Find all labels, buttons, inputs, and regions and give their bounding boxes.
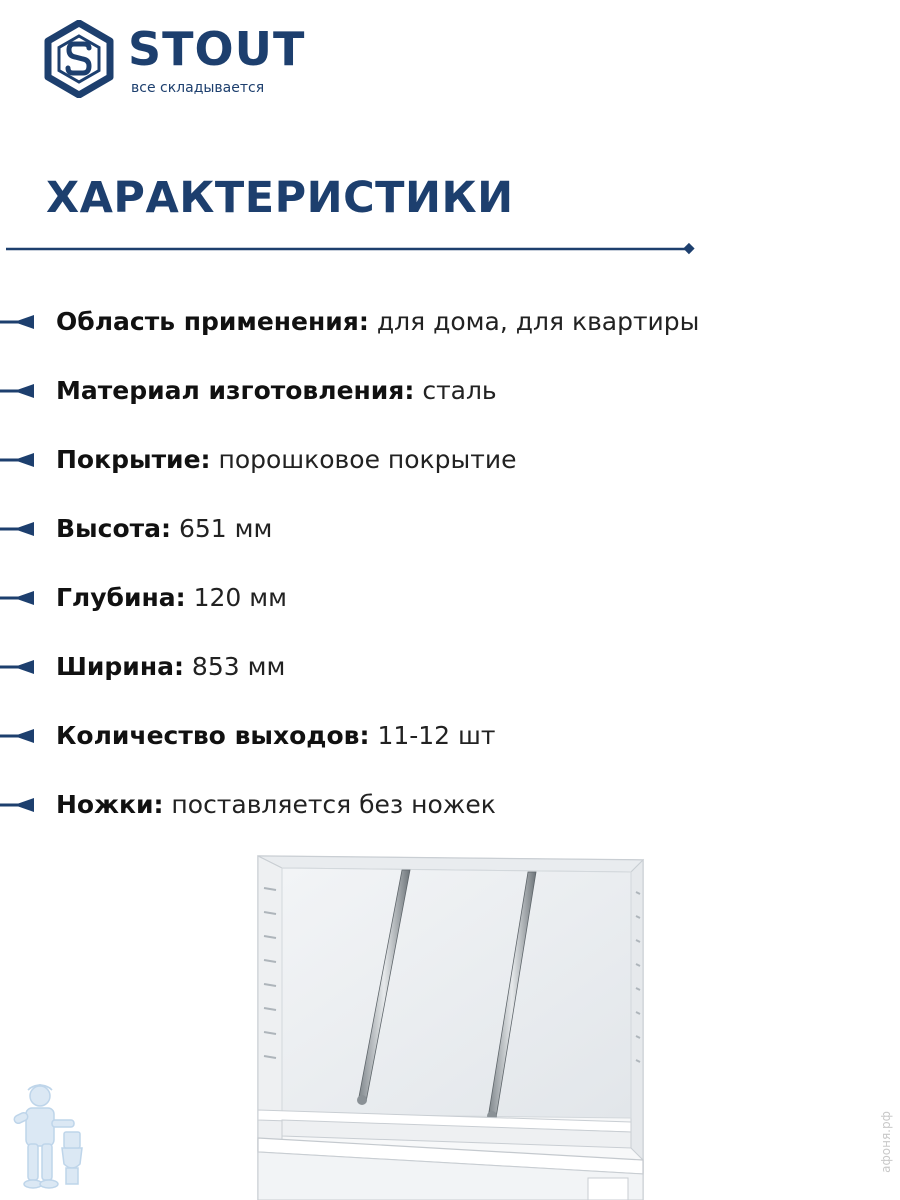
spec-item <box>0 434 900 503</box>
brand-name: STOUT <box>128 22 306 76</box>
spec-label: Материал изготовления: <box>56 376 415 405</box>
spec-item <box>0 641 900 710</box>
spec-label: Ширина: <box>56 652 184 681</box>
title-divider <box>6 241 700 257</box>
arrow-left-icon <box>0 519 38 539</box>
spec-label: Высота: <box>56 514 172 543</box>
spec-item <box>0 503 900 572</box>
spec-value: сталь <box>422 376 497 405</box>
spec-value: 120 мм <box>193 583 287 612</box>
spec-label: Область применения: <box>56 307 369 336</box>
arrow-left-icon <box>0 588 38 608</box>
arrow-left-icon <box>0 795 38 815</box>
arrow-left-icon <box>0 450 38 470</box>
spec-value: 853 мм <box>191 652 286 681</box>
spec-item <box>0 572 900 641</box>
arrow-left-icon <box>0 726 38 746</box>
spec-label: Глубина: <box>56 583 186 612</box>
spec-value: для дома, для квартиры <box>376 307 700 336</box>
spec-item <box>0 296 900 365</box>
arrow-left-icon <box>0 657 38 677</box>
watermark-text: афоня.рф <box>879 1111 893 1173</box>
spec-label: Количество выходов: <box>56 721 370 750</box>
page-title: ХАРАКТЕРИСТИКИ <box>46 173 514 223</box>
watermark <box>876 1090 896 1196</box>
brand-tagline: все складывается <box>131 80 265 96</box>
brand-logo <box>44 18 304 102</box>
arrow-left-icon <box>0 312 38 332</box>
spec-label: Покрытие: <box>56 445 211 474</box>
stout-s-hexagon-icon <box>44 20 114 98</box>
spec-value: 11-12 шт <box>377 721 496 750</box>
spec-value: 651 мм <box>178 514 273 543</box>
plumber-mascot-icon <box>6 1080 86 1192</box>
spec-item <box>0 365 900 434</box>
spec-item <box>0 779 900 848</box>
spec-value: порошковое покрытие <box>218 445 517 474</box>
spec-value: поставляется без ножек <box>171 790 496 819</box>
manifold-cabinet-image <box>238 848 658 1200</box>
spec-list <box>0 296 900 848</box>
spec-label: Ножки: <box>56 790 164 819</box>
spec-item <box>0 710 900 779</box>
arrow-left-icon <box>0 381 38 401</box>
